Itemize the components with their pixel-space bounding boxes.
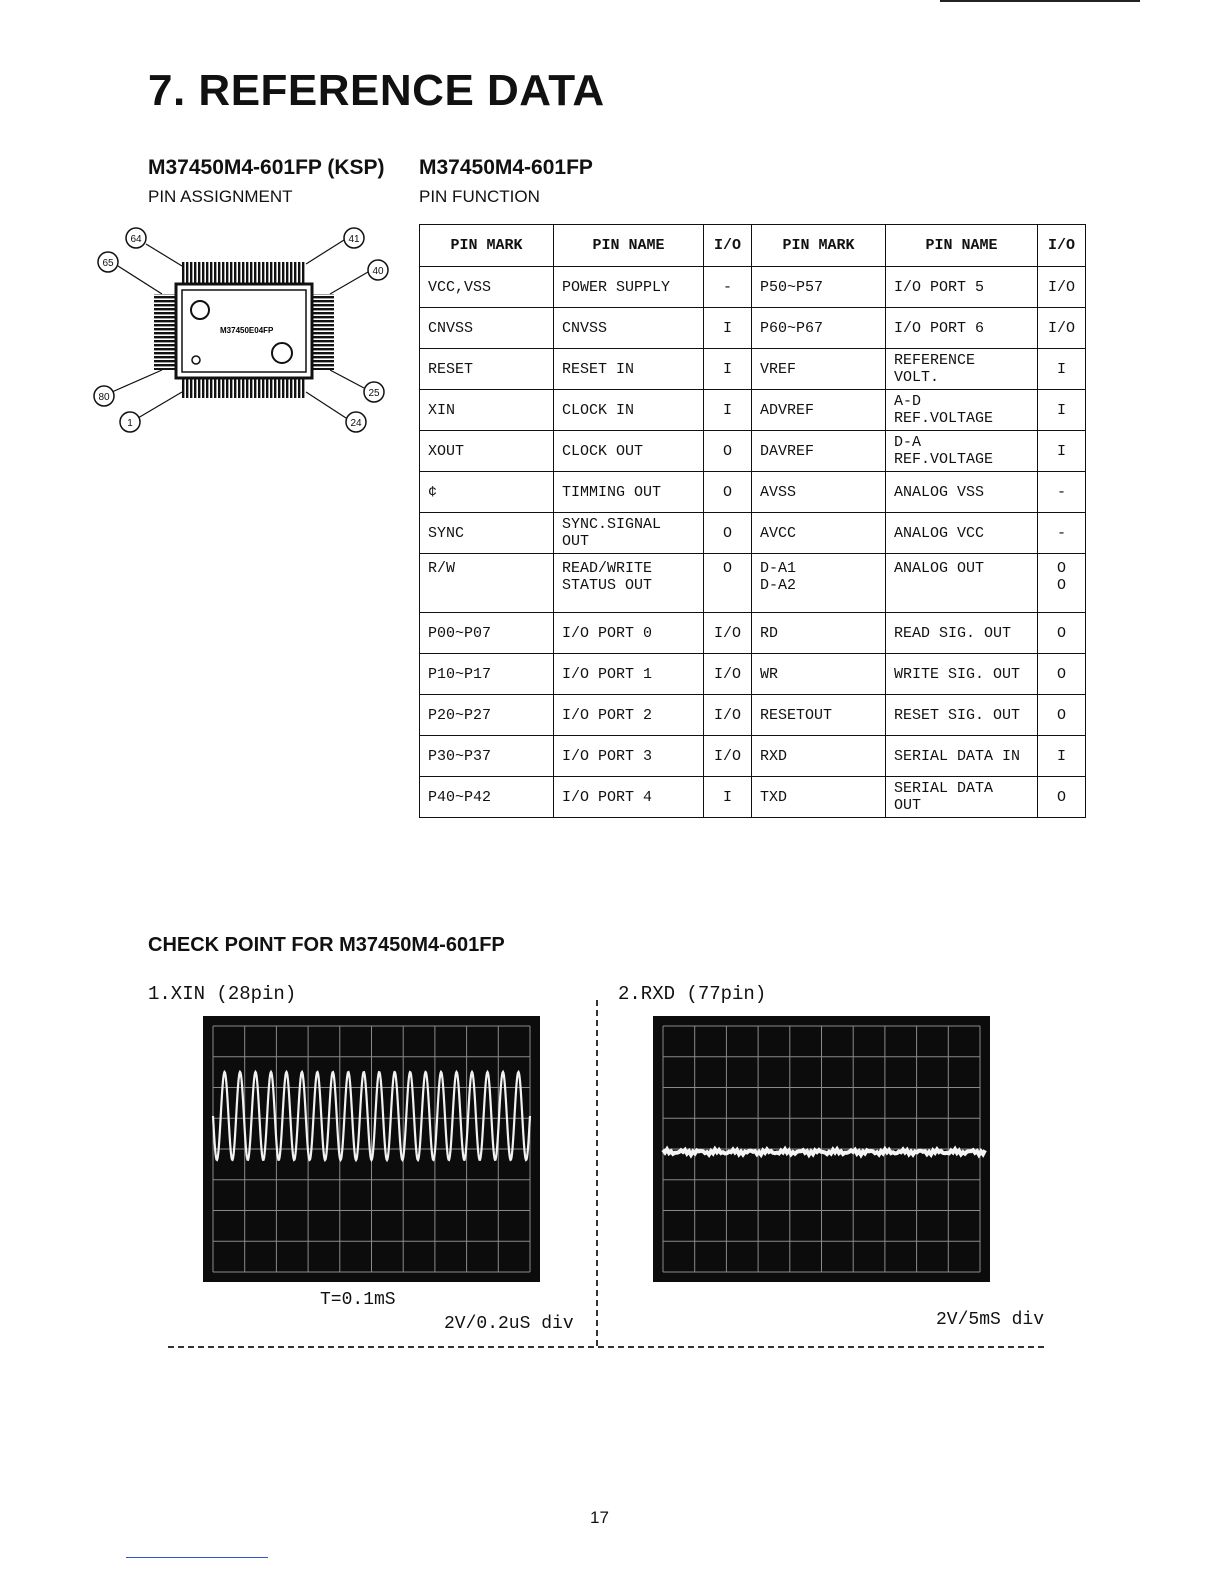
scope2-screen bbox=[653, 1016, 990, 1282]
table-cell: SERIAL DATA IN bbox=[886, 736, 1038, 777]
table-cell: I/O bbox=[704, 695, 752, 736]
table-cell: READ/WRITE STATUS OUT bbox=[554, 554, 704, 613]
table-cell: AVSS bbox=[752, 472, 886, 513]
table-cell: O bbox=[704, 431, 752, 472]
pin-function-subheading: PIN FUNCTION bbox=[419, 187, 540, 206]
table-cell: I bbox=[1038, 390, 1086, 431]
right-pins bbox=[310, 294, 334, 370]
pin-num-65: 65 bbox=[102, 258, 114, 269]
table-cell: O bbox=[704, 554, 752, 613]
header-pin-name: PIN NAME bbox=[886, 225, 1038, 267]
table-cell: D-A REF.VOLTAGE bbox=[886, 431, 1038, 472]
scope2-scale: 2V/5mS div bbox=[936, 1310, 1045, 1330]
table-header-row bbox=[420, 225, 1086, 267]
table-cell: O bbox=[1038, 654, 1086, 695]
table-cell: DAVREF bbox=[752, 431, 886, 472]
header-pin-name: PIN NAME bbox=[554, 225, 704, 267]
table-row bbox=[420, 267, 1086, 308]
scope2-label: 2.RXD (77pin) bbox=[618, 983, 767, 1005]
scope1-screen bbox=[203, 1016, 540, 1282]
table-cell: VCC,VSS bbox=[420, 267, 554, 308]
table-cell: RESET IN bbox=[554, 349, 704, 390]
pin-assignment-heading: M37450M4-601FP (KSP) bbox=[148, 156, 385, 179]
table-cell: I bbox=[704, 349, 752, 390]
table-cell: SERIAL DATA OUT bbox=[886, 777, 1038, 818]
table-cell: TXD bbox=[752, 777, 886, 818]
table-cell: P50~P57 bbox=[752, 267, 886, 308]
table-cell: CNVSS bbox=[420, 308, 554, 349]
table-cell: I/O bbox=[704, 613, 752, 654]
table-cell: I/O bbox=[1038, 308, 1086, 349]
table-row bbox=[420, 431, 1086, 472]
table-cell: R/W bbox=[420, 554, 554, 613]
table-cell: RD bbox=[752, 613, 886, 654]
header-io: I/O bbox=[1038, 225, 1086, 267]
table-cell: I/O bbox=[704, 736, 752, 777]
table-cell: POWER SUPPLY bbox=[554, 267, 704, 308]
table-row bbox=[420, 554, 1086, 613]
page-title: 7. REFERENCE DATA bbox=[148, 66, 605, 115]
table-cell: I/O bbox=[1038, 267, 1086, 308]
table-cell: O bbox=[1038, 695, 1086, 736]
table-row bbox=[420, 695, 1086, 736]
table-cell: O bbox=[1038, 777, 1086, 818]
scope1-scale: 2V/0.2uS div bbox=[444, 1314, 574, 1334]
pin-num-64: 64 bbox=[130, 234, 142, 245]
pin-function-table bbox=[419, 224, 1086, 818]
table-cell: RXD bbox=[752, 736, 886, 777]
table-cell: I/O PORT 5 bbox=[886, 267, 1038, 308]
pin-num-1: 1 bbox=[127, 418, 133, 429]
table-cell: P30~P37 bbox=[420, 736, 554, 777]
table-cell: O bbox=[704, 513, 752, 554]
table-cell: ANALOG VCC bbox=[886, 513, 1038, 554]
scope1-period: T=0.1mS bbox=[320, 1290, 396, 1310]
table-cell: O bbox=[704, 472, 752, 513]
pin-num-25: 25 bbox=[368, 388, 380, 399]
table-row bbox=[420, 654, 1086, 695]
divider-horizontal bbox=[168, 1346, 1044, 1348]
table-cell: ADVREF bbox=[752, 390, 886, 431]
table-cell: - bbox=[1038, 472, 1086, 513]
table-row bbox=[420, 349, 1086, 390]
table-cell: O O bbox=[1038, 554, 1086, 613]
table-cell: REFERENCE VOLT. bbox=[886, 349, 1038, 390]
table-cell: ¢ bbox=[420, 472, 554, 513]
scope1-label: 1.XIN (28pin) bbox=[148, 983, 297, 1005]
page-number: 17 bbox=[590, 1508, 609, 1527]
chip-diagram bbox=[90, 220, 400, 440]
table-cell: P60~P67 bbox=[752, 308, 886, 349]
table-cell: A-D REF.VOLTAGE bbox=[886, 390, 1038, 431]
table-cell: ANALOG OUT bbox=[886, 554, 1038, 613]
table-row bbox=[420, 513, 1086, 554]
pin-num-24: 24 bbox=[350, 418, 362, 429]
table-row bbox=[420, 308, 1086, 349]
footer-line bbox=[126, 1557, 268, 1558]
header-pin-mark: PIN MARK bbox=[420, 225, 554, 267]
header-io: I/O bbox=[704, 225, 752, 267]
table-cell: RESET bbox=[420, 349, 554, 390]
table-cell: ANALOG VSS bbox=[886, 472, 1038, 513]
table-cell: AVCC bbox=[752, 513, 886, 554]
pin-assignment-subheading: PIN ASSIGNMENT bbox=[148, 187, 293, 206]
table-cell: I/O PORT 1 bbox=[554, 654, 704, 695]
table-cell: I bbox=[704, 308, 752, 349]
table-cell: VREF bbox=[752, 349, 886, 390]
table-row bbox=[420, 777, 1086, 818]
table-cell: WR bbox=[752, 654, 886, 695]
table-cell: I/O PORT 2 bbox=[554, 695, 704, 736]
pin-function-heading: M37450M4-601FP bbox=[419, 156, 593, 179]
divider-vertical bbox=[596, 1000, 598, 1346]
table-cell: I bbox=[1038, 349, 1086, 390]
top-pins bbox=[182, 262, 306, 284]
pin-num-80: 80 bbox=[98, 392, 110, 403]
table-cell: - bbox=[704, 267, 752, 308]
table-cell: RESET SIG. OUT bbox=[886, 695, 1038, 736]
table-cell: P00~P07 bbox=[420, 613, 554, 654]
table-cell: TIMMING OUT bbox=[554, 472, 704, 513]
table-cell: I/O PORT 6 bbox=[886, 308, 1038, 349]
table-row bbox=[420, 390, 1086, 431]
table-cell: SYNC bbox=[420, 513, 554, 554]
table-cell: SYNC.SIGNAL OUT bbox=[554, 513, 704, 554]
table-cell: I bbox=[704, 390, 752, 431]
table-cell: O bbox=[1038, 613, 1086, 654]
left-pins bbox=[154, 294, 178, 370]
table-cell: D-A1 D-A2 bbox=[752, 554, 886, 613]
table-cell: CLOCK IN bbox=[554, 390, 704, 431]
top-rule bbox=[940, 0, 1140, 2]
table-cell: RESETOUT bbox=[752, 695, 886, 736]
table-cell: P20~P27 bbox=[420, 695, 554, 736]
pin-num-40: 40 bbox=[372, 266, 384, 277]
table-cell: P10~P17 bbox=[420, 654, 554, 695]
table-row bbox=[420, 613, 1086, 654]
checkpoint-heading: CHECK POINT FOR M37450M4-601FP bbox=[148, 934, 505, 956]
table-cell: I bbox=[1038, 736, 1086, 777]
table-cell: I bbox=[704, 777, 752, 818]
table-cell: CLOCK OUT bbox=[554, 431, 704, 472]
table-cell: I/O PORT 0 bbox=[554, 613, 704, 654]
pin-num-41: 41 bbox=[348, 234, 360, 245]
table-cell: WRITE SIG. OUT bbox=[886, 654, 1038, 695]
table-cell: - bbox=[1038, 513, 1086, 554]
table-cell: XIN bbox=[420, 390, 554, 431]
header-pin-mark: PIN MARK bbox=[752, 225, 886, 267]
table-row bbox=[420, 472, 1086, 513]
chip-label: M37450E04FP bbox=[220, 326, 274, 335]
table-cell: CNVSS bbox=[554, 308, 704, 349]
table-cell: I/O bbox=[704, 654, 752, 695]
table-cell: READ SIG. OUT bbox=[886, 613, 1038, 654]
table-cell: P40~P42 bbox=[420, 777, 554, 818]
table-cell: I/O PORT 3 bbox=[554, 736, 704, 777]
table-cell: XOUT bbox=[420, 431, 554, 472]
table-row bbox=[420, 736, 1086, 777]
scope2-waveform bbox=[663, 1149, 985, 1155]
table-cell: I bbox=[1038, 431, 1086, 472]
table-cell: I/O PORT 4 bbox=[554, 777, 704, 818]
